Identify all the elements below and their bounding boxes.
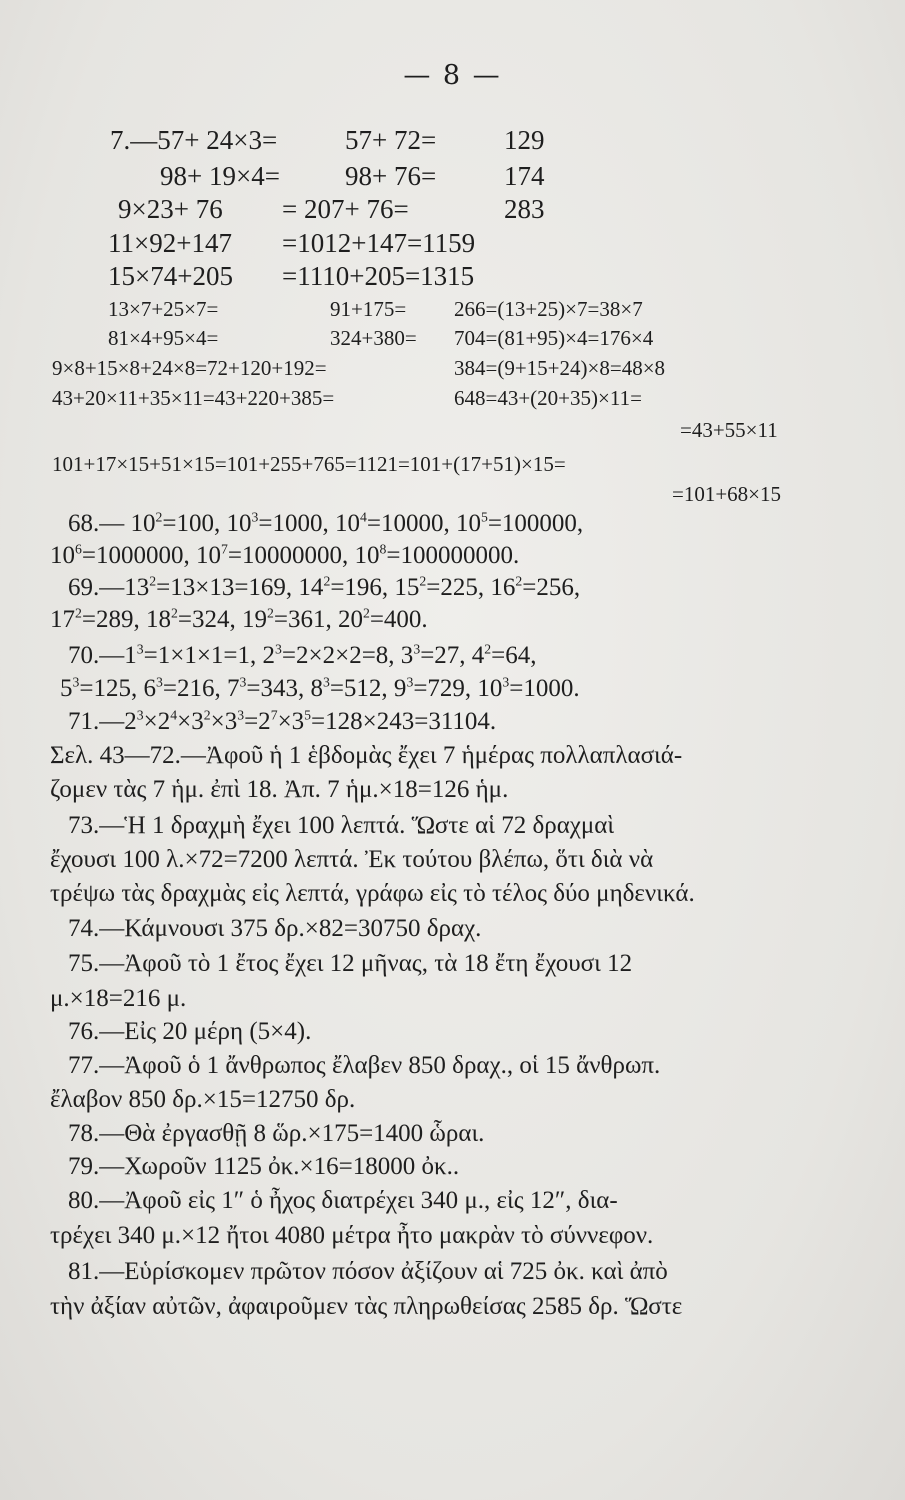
calc-mid: =1110+205=1315 [282,261,475,291]
calc-row [0,326,905,360]
calc-mid: 324+380= [330,326,417,350]
calc-row [0,418,905,452]
text-line: 75.—Ἀφοῦ τὸ 1 ἔτος ἔχει 12 μῆνας, τὰ 18 ἔτη ἔχουσι 12 [68,950,633,977]
calc-right: 648=43+(20+35)×11= [454,386,642,410]
calc-mid: =1012+147=1159 [282,228,476,258]
calc-mid: 57+ 72= [345,125,437,155]
calc-left: 101+17×15+51×15=101+255+765=1121=101+(17+51)×15= [52,452,566,476]
exercise-70-line-1: $70.—1^3=1\times 1\times 1=1$, $2^3=2\times 2\times 2=8$, $3^3=27$, $4^2=64$, [68,641,537,669]
calc-row [0,194,905,228]
calc-mid: 98+ 76= [345,161,437,191]
text-line: Σελ. 43—72.—Ἀφοῦ ἡ 1 ἑβδομὰς ἔχει 7 ἡμέρας πολλαπλασιά- [50,742,683,769]
exercise-69-line-2: $17^2=289$, $18^2=324$, $19^2=361$, $20^2=400$. [50,605,428,633]
exercise-71: $71.—2^3\times 2^4\times 3^2\times 3^3=2^7\times 3^5=128\times 243=31104$. [68,707,497,735]
calc-row [0,356,905,390]
calc-left: 98+ 19×4= [160,161,280,191]
text-line: 77.—Ἀφοῦ ὁ 1 ἄνθρωπος ἔλαβεν 850 δραχ., οἱ 15 ἄνθρωπ. [68,1052,661,1079]
calc-row [0,125,905,159]
calc-left: 9×23+ 76 [118,194,223,224]
exercise-68-line-2: $10^6=1000000$, $10^7=10000000$, $10^8=100000000$. [50,541,520,569]
text-line: 81.—Εὑρίσκομεν πρῶτον πόσον ἀξίζουν αἱ 725 ὀκ. καὶ ἀπὸ [68,1258,668,1285]
text-line: 76.—Εἰς 20 μέρη (5×4). [68,1018,312,1045]
calc-left: 43+20×11+35×11=43+220+385= [52,386,335,410]
calc-right: 129 [504,125,545,155]
calc-mid: = 207+ 76= [282,194,409,224]
calc-right: 174 [504,161,545,191]
calc-row [0,161,905,195]
text-line: τρέχει 340 μ.×12 ἤτοι 4080 μέτρα ἦτο μακρὰν τὸ σύννεφον. [50,1222,654,1249]
text-line: 79.—Χωροῦν 1125 ὀκ.×16=18000 ὀκ.. [68,1153,460,1180]
calc-row [0,228,905,262]
calc-left: 7.—57+ 24×3= [110,125,278,155]
calc-right: =101+68×15 [672,482,782,506]
calc-mid: 91+175= [330,297,407,321]
calc-right: 704=(81+95)×4=176×4 [454,326,654,350]
exercise-68-line-1: 68.— $10^2=100$, $10^3=1000$, $10^4=10000$, $10^5=100000$, [68,509,584,537]
text-line: 74.—Κάμνουσι 375 δρ.×82=30750 δραχ. [68,915,482,942]
text-line: ἔλαβον 850 δρ.×15=12750 δρ. [50,1086,356,1113]
text-line: ἔχουσι 100 λ.×72=7200 λεπτά. Ἐκ τούτου βλέπω, ὅτι διὰ νὰ [50,846,654,873]
calc-row [0,452,905,486]
page-number: — 8 — [403,60,502,91]
text-line: ζομεν τὰς 7 ἡμ. ἐπὶ 18. Ἀπ. 7 ἡμ.×18=126 ἡμ. [50,776,509,803]
text-line: τὴν ἀξίαν αὐτῶν, ἀφαιροῦμεν τὰς πληρωθείσας 2585 δρ. Ὥστε [50,1293,683,1320]
text-line: 80.—Ἀφοῦ εἰς 1″ ὁ ἦχος διατρέχει 340 μ., εἰς 12″, δια- [68,1187,618,1214]
calc-right: 283 [504,194,545,224]
calc-right: =43+55×11 [680,418,778,442]
text-line: μ.×18=216 μ. [50,985,187,1012]
text-line: τρέψω τὰς δραχμὰς εἰς λεπτά, γράφω εἰς τὸ τέλος δύο μηδενικά. [50,880,695,907]
text-line: 78.—Θὰ ἐργασθῇ 8 ὥρ.×175=1400 ὧραι. [68,1120,485,1147]
calc-left: 81×4+95×4= [108,326,219,350]
calc-right: 384=(9+15+24)×8=48×8 [454,356,666,380]
text-line: 73.—Ἡ 1 δραχμὴ ἔχει 100 λεπτά. Ὥστε αἱ 72 δραχμαὶ [68,812,615,839]
calc-left: 13×7+25×7= [108,297,219,321]
exercise-69-line-1: $69.—13^2=13\times 13=169$, $14^2=196$, $15^2=225$, $16^2=256$, [68,573,581,601]
exercise-70-line-2: $5^3=125$, $6^3=216$, $7^3=343$, $8^3=512$, $9^3=729$, $10^3=1000$. [60,674,580,702]
calc-left: 9×8+15×8+24×8=72+120+192= [52,356,327,380]
calc-left: 11×92+147 [108,228,232,258]
calc-right: 266=(13+25)×7=38×7 [454,297,643,321]
calc-row [0,261,905,295]
calc-left: 15×74+205 [108,261,233,291]
calc-row [0,386,905,420]
